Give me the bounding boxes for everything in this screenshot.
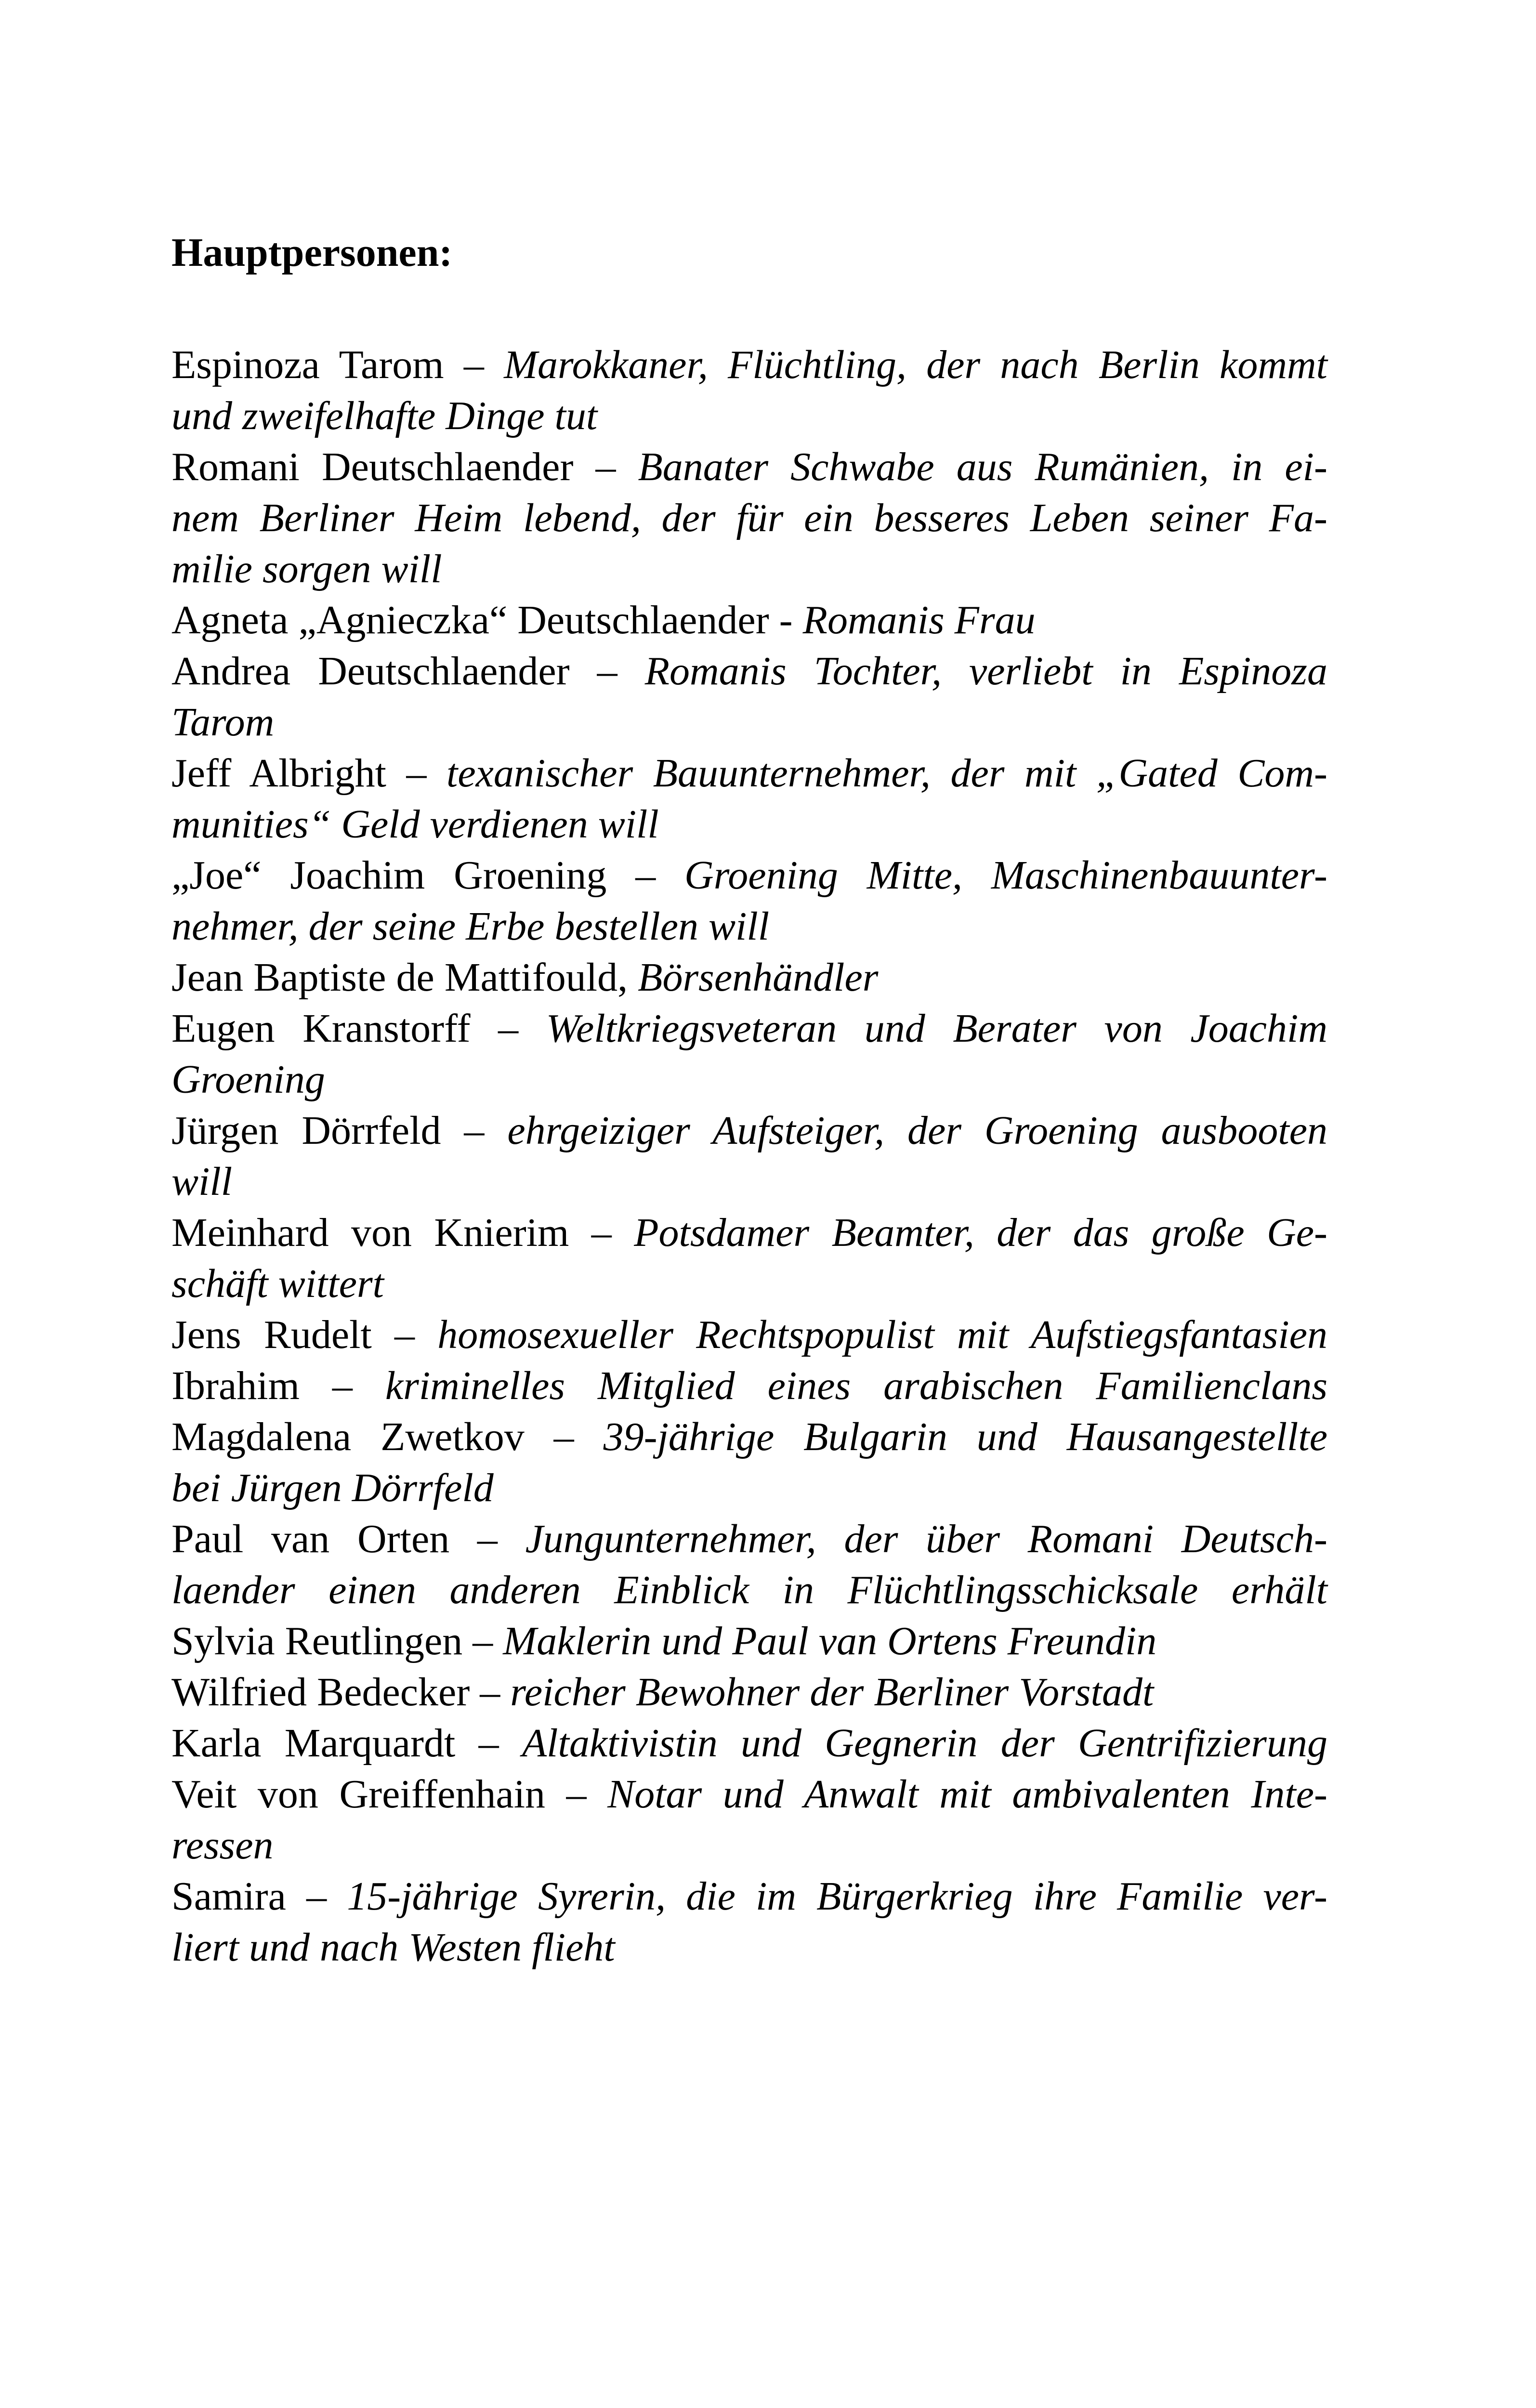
character-description: munities“ Geld verdienen will <box>171 802 659 847</box>
character-name: Samira – <box>171 1874 347 1919</box>
character-line <box>171 1616 1327 1667</box>
character-line <box>171 1820 1327 1871</box>
character-line <box>171 1003 1327 1054</box>
character-description: Romanis Frau <box>802 598 1036 642</box>
character-description: 39-jährige Bulgarin und Hausangestellte <box>603 1414 1327 1459</box>
character-description: Jungunternehmer, der über Romani Deutsch- <box>525 1517 1327 1561</box>
character-line <box>171 1105 1327 1156</box>
character-description: bei Jürgen Dörrfeld <box>171 1466 494 1510</box>
character-description: reicher Bewohner der Berliner Vorstadt <box>510 1670 1154 1714</box>
character-line <box>171 442 1327 493</box>
character-line <box>171 952 1327 1003</box>
character-description: Potsdamer Beamter, der das große Ge- <box>634 1210 1327 1255</box>
character-description: ehrgeiziger Aufsteiger, der Groening ausbooten <box>507 1108 1327 1153</box>
character-line <box>171 1309 1327 1361</box>
character-description: und zweifelhafte Dinge tut <box>171 393 598 438</box>
character-name: Veit von Greiffenhain – <box>171 1772 608 1817</box>
character-line <box>171 1156 1327 1207</box>
character-line <box>171 493 1327 544</box>
character-line <box>171 1667 1327 1718</box>
character-name: „Joe“ Joachim Groening – <box>171 853 685 898</box>
character-line <box>171 1258 1327 1309</box>
character-line <box>171 1207 1327 1258</box>
character-description: ressen <box>171 1823 274 1868</box>
character-name: Karla Marquardt – <box>171 1721 522 1766</box>
character-description: homosexueller Rechtspopulist mit Aufstiegsfantasien <box>437 1312 1327 1357</box>
character-line <box>171 1463 1327 1514</box>
character-line <box>171 1922 1327 1973</box>
character-line <box>171 544 1327 595</box>
character-description: laender einen anderen Einblick in Flüchtlingsschicksale erhält <box>171 1568 1327 1612</box>
character-description: Groening Mitte, Maschinenbauunter- <box>684 853 1327 898</box>
character-description: Altaktivistin und Gegnerin der Gentrifizierung <box>522 1721 1327 1766</box>
character-description: nem Berliner Heim lebend, der für ein besseres Leben seiner Fa- <box>171 496 1327 540</box>
character-line <box>171 1769 1327 1820</box>
character-description: kriminelles Mitglied eines arabischen Familienclans <box>385 1363 1328 1408</box>
character-line <box>171 1565 1327 1616</box>
character-line <box>171 1054 1327 1105</box>
character-description: Tarom <box>171 700 275 745</box>
page-heading: Hauptpersonen: <box>171 230 453 275</box>
character-line <box>171 1718 1327 1769</box>
character-name: Paul van Orten – <box>171 1517 525 1561</box>
character-name: Agneta „Agnieczka“ Deutschlaender - <box>171 598 803 642</box>
character-description: liert und nach Westen flieht <box>171 1925 615 1970</box>
character-line <box>171 901 1327 952</box>
character-name: Jürgen Dörrfeld – <box>171 1108 508 1153</box>
character-description: milie sorgen will <box>171 547 442 591</box>
character-line <box>171 799 1327 850</box>
character-name: Wilfried Bedecker – <box>171 1670 511 1714</box>
character-line <box>171 340 1327 391</box>
character-line <box>171 1412 1327 1463</box>
character-line <box>171 391 1327 442</box>
character-name: Meinhard von Knierim – <box>171 1210 634 1255</box>
character-description: Marokkaner, Flüchtling, der nach Berlin kommt <box>504 342 1327 387</box>
character-line <box>171 697 1327 748</box>
character-name: Eugen Kranstorff – <box>171 1006 546 1051</box>
character-name: Jeff Albright – <box>171 751 446 796</box>
character-name: Ibrahim – <box>171 1363 385 1408</box>
character-description: nehmer, der seine Erbe bestellen will <box>171 904 770 949</box>
character-description: will <box>171 1159 233 1204</box>
character-name: Jean Baptiste de Mattifould, <box>171 955 638 1000</box>
character-name: Jens Rudelt – <box>171 1312 438 1357</box>
character-line <box>171 748 1327 799</box>
character-name: Magdalena Zwetkov – <box>171 1414 604 1459</box>
character-description: Notar und Anwalt mit ambivalenten Inte- <box>607 1772 1327 1817</box>
character-description: Maklerin und Paul van Ortens Freundin <box>503 1619 1157 1663</box>
character-name: Espinoza Tarom – <box>171 342 504 387</box>
character-description: Banater Schwabe aus Rumänien, in ei- <box>638 445 1327 489</box>
character-description: texanischer Bauunternehmer, der mit „Gated Com- <box>446 751 1327 796</box>
character-description: schäft wittert <box>171 1261 384 1306</box>
character-name: Sylvia Reutlingen – <box>171 1619 503 1663</box>
character-line <box>171 1871 1327 1922</box>
character-description: Groening <box>171 1057 325 1102</box>
character-description: Romanis Tochter, verliebt in Espinoza <box>644 649 1327 694</box>
character-line <box>171 850 1327 901</box>
character-description: Weltkriegsveteran und Berater von Joachim <box>546 1006 1327 1051</box>
character-name: Romani Deutschlaender – <box>171 445 638 489</box>
character-line <box>171 1514 1327 1565</box>
character-line <box>171 595 1327 646</box>
character-line <box>171 646 1327 697</box>
character-description: Börsenhändler <box>638 955 879 1000</box>
character-name: Andrea Deutschlaender – <box>171 649 645 694</box>
character-description: 15-jährige Syrerin, die im Bürgerkrieg ihre Familie ver- <box>347 1874 1327 1919</box>
character-line <box>171 1361 1327 1412</box>
